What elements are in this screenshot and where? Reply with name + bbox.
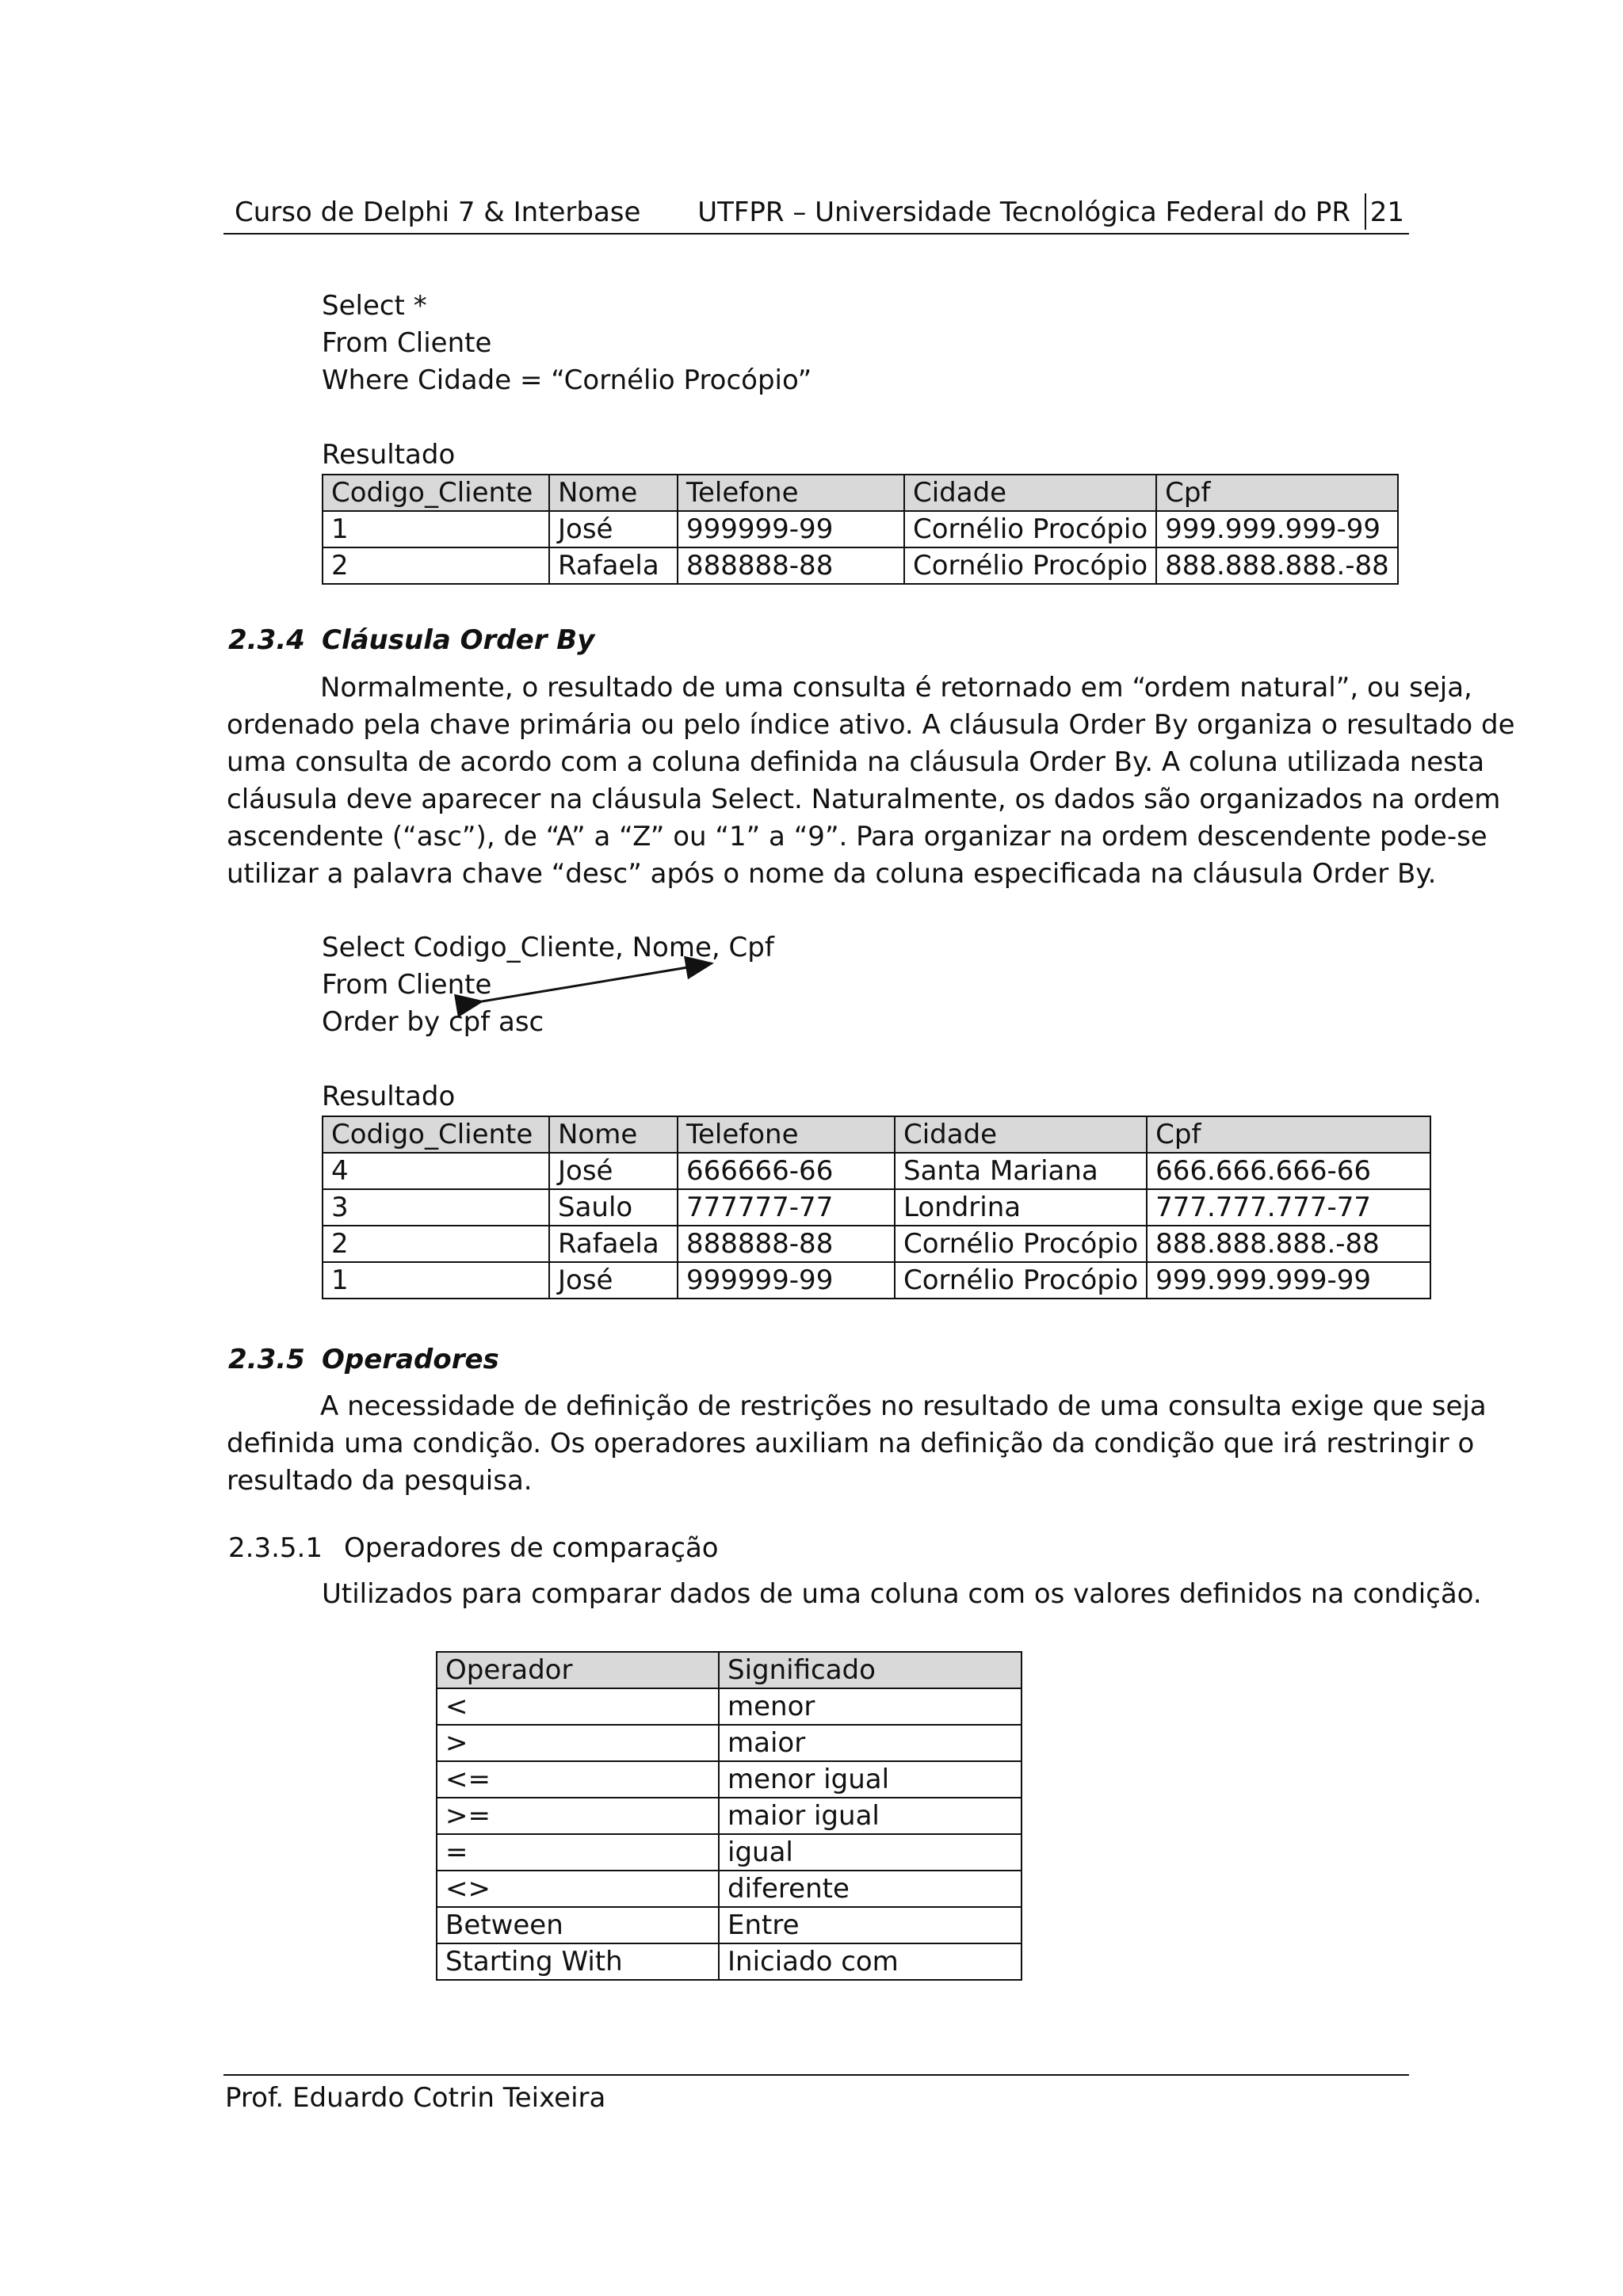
query2-result-label: Resultado [322, 1081, 456, 1112]
paragraph-text: A necessidade de definição de restrições no resultado de uma consulta exige que seja [320, 1390, 1487, 1422]
table-cell: Entre [719, 1907, 1022, 1943]
table-row [437, 1943, 1022, 1980]
table-header-cell: Telefone [678, 1116, 895, 1153]
table-cell: 666.666.666-66 [1147, 1153, 1430, 1189]
comparison-operators-table [436, 1651, 1022, 1981]
paragraph-line: uma consulta de acordo com a coluna definida na cláusula Order By. A coluna utilizada nesta [227, 746, 1485, 778]
paragraph-line: definida uma condição. Os operadores auxiliam na definição da condição que irá restringir o [227, 1428, 1475, 1459]
table-cell: 2 [323, 1226, 549, 1262]
table-cell: Iniciado com [719, 1943, 1022, 1980]
section-title: Operadores de comparação [344, 1532, 719, 1564]
query2-line-3: Order by cpf asc [322, 1006, 544, 1038]
section-2-3-5-heading [228, 1344, 499, 1375]
table-cell: > [437, 1725, 719, 1761]
table-row [437, 1907, 1022, 1943]
section-number: 2.3.5 [228, 1344, 305, 1375]
query2-result-table [322, 1116, 1431, 1299]
section-title: Operadores [322, 1344, 499, 1375]
header-course-title: Curso de Delphi 7 & Interbase [235, 196, 641, 228]
table-header-cell: Cpf [1156, 475, 1398, 511]
table-cell: = [437, 1834, 719, 1871]
section-2-3-5-paragraph [227, 1388, 1487, 1500]
table-cell: < [437, 1688, 719, 1725]
page-number: 21 [1369, 196, 1404, 228]
table-cell: 1 [323, 511, 549, 547]
table-row [437, 1798, 1022, 1834]
section-number: 2.3.4 [228, 624, 305, 656]
footer-author: Prof. Eduardo Cotrin Teixeira [225, 2082, 606, 2114]
table-cell: Starting With [437, 1943, 719, 1980]
table-cell: 888888-88 [678, 1226, 895, 1262]
table-header-cell: Codigo_Cliente [323, 475, 549, 511]
table-cell: 888.888.888.-88 [1156, 547, 1398, 584]
table-cell: 777777-77 [678, 1189, 895, 1226]
table-cell: 1 [323, 1262, 549, 1299]
header-institution: UTFPR – Universidade Tecnológica Federal do PR [697, 196, 1350, 228]
table-cell: Rafaela [549, 547, 678, 584]
table-cell: <= [437, 1761, 719, 1798]
paragraph-line [227, 1388, 1487, 1425]
table-cell: 777.777.777-77 [1147, 1189, 1430, 1226]
table-cell: Cornélio Procópio [895, 1226, 1147, 1262]
footer-rule [223, 2074, 1409, 2076]
table-header-row [323, 1116, 1430, 1153]
paragraph-line: cláusula deve aparecer na cláusula Select. Naturalmente, os dados são organizados na ordem [227, 784, 1501, 815]
query1-result-label: Resultado [322, 439, 456, 471]
paragraph-line: ordenado pela chave primária ou pelo índice ativo. A cláusula Order By organiza o resultado de [227, 709, 1515, 741]
paragraph-line: ascendente (“asc”), de “A” a “Z” ou “1” a “9”. Para organizar na ordem descendente pode-se [227, 821, 1487, 852]
query1-line-3: Where Cidade = “Cornélio Procópio” [322, 364, 812, 396]
table-cell: 2 [323, 547, 549, 584]
table-cell: José [549, 511, 678, 547]
table-header-cell: Codigo_Cliente [323, 1116, 549, 1153]
table-cell: maior [719, 1725, 1022, 1761]
query1-line-2: From Cliente [322, 327, 492, 359]
query1-line-1: Select * [322, 290, 427, 322]
section-number: 2.3.5.1 [228, 1532, 323, 1564]
table-cell: Saulo [549, 1189, 678, 1226]
section-2-3-5-1-heading [228, 1532, 719, 1564]
query2-line-2: From Cliente [322, 969, 492, 1001]
table-header-cell: Cidade [895, 1116, 1147, 1153]
table-cell: Cornélio Procópio [895, 1262, 1147, 1299]
table-cell: Cornélio Procópio [904, 511, 1156, 547]
table-row [323, 1189, 1430, 1226]
table-header-cell: Nome [549, 1116, 678, 1153]
table-cell: 4 [323, 1153, 549, 1189]
table-header-row [437, 1652, 1022, 1688]
section-2-3-5-1-intro: Utilizados para comparar dados de uma coluna com os valores definidos na condição. [322, 1578, 1482, 1610]
table-header-cell: Cpf [1147, 1116, 1430, 1153]
table-row [437, 1688, 1022, 1725]
table-cell: menor [719, 1688, 1022, 1725]
table-header-cell: Telefone [678, 475, 904, 511]
query2-line-1: Select Codigo_Cliente, Nome, Cpf [322, 932, 774, 963]
table-cell: 999999-99 [678, 1262, 895, 1299]
table-cell: Londrina [895, 1189, 1147, 1226]
table-row [323, 1226, 1430, 1262]
table-row [437, 1761, 1022, 1798]
table-cell: 999999-99 [678, 511, 904, 547]
section-title: Cláusula Order By [322, 624, 595, 656]
table-cell: José [549, 1262, 678, 1299]
table-header-cell: Nome [549, 475, 678, 511]
table-cell: menor igual [719, 1761, 1022, 1798]
table-row [437, 1725, 1022, 1761]
table-header-cell: Operador [437, 1652, 719, 1688]
table-header-cell: Cidade [904, 475, 1156, 511]
table-cell: 3 [323, 1189, 549, 1226]
table-cell: diferente [719, 1871, 1022, 1907]
table-row [323, 1262, 1430, 1299]
table-row [437, 1834, 1022, 1871]
paragraph-line: resultado da pesquisa. [227, 1465, 533, 1497]
table-cell: 666666-66 [678, 1153, 895, 1189]
table-cell: José [549, 1153, 678, 1189]
table-cell: maior igual [719, 1798, 1022, 1834]
table-cell: >= [437, 1798, 719, 1834]
table-row [437, 1871, 1022, 1907]
table-cell: 999.999.999-99 [1147, 1262, 1430, 1299]
table-cell: Cornélio Procópio [904, 547, 1156, 584]
table-cell: Between [437, 1907, 719, 1943]
table-cell: Santa Mariana [895, 1153, 1147, 1189]
table-cell: 888.888.888.-88 [1147, 1226, 1430, 1262]
table-row [323, 1153, 1430, 1189]
table-cell: Rafaela [549, 1226, 678, 1262]
table-cell: 999.999.999-99 [1156, 511, 1398, 547]
table-cell: igual [719, 1834, 1022, 1871]
table-cell: <> [437, 1871, 719, 1907]
table-cell: 888888-88 [678, 547, 904, 584]
table-header-cell: Significado [719, 1652, 1022, 1688]
paragraph-line: utilizar a palavra chave “desc” após o nome da coluna especificada na cláusula Order By. [227, 858, 1437, 890]
paragraph-text: Normalmente, o resultado de uma consulta é retornado em “ordem natural”, ou seja, [320, 672, 1472, 704]
